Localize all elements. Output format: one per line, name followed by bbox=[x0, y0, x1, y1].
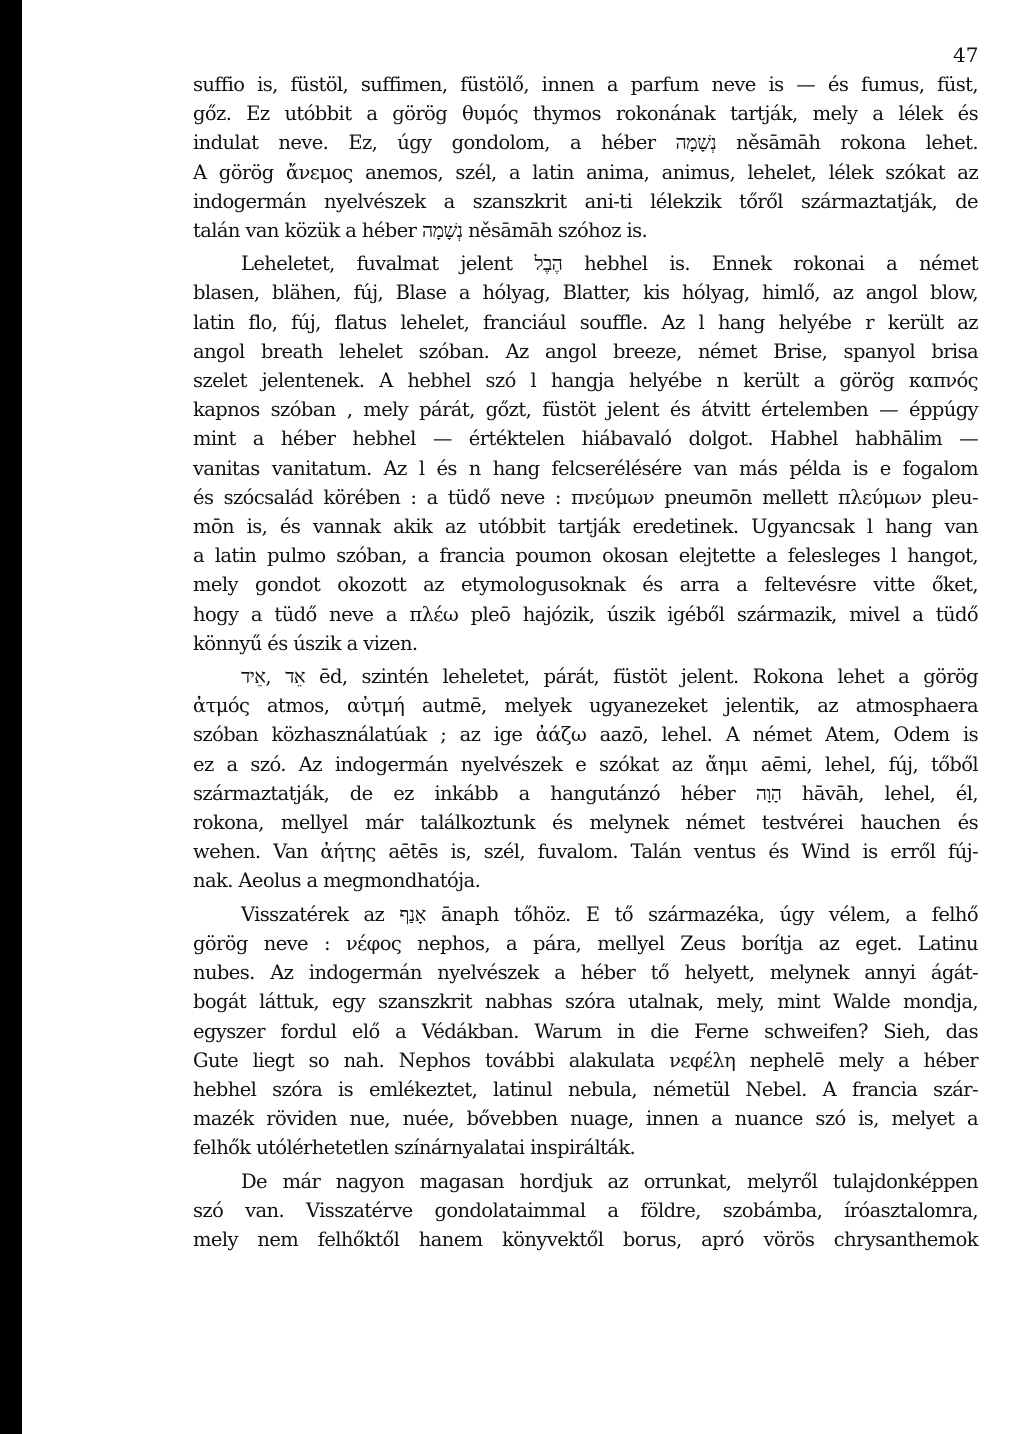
text-line: görög neve : νέφος nephos, a pára, mellyel Zeus borítja az eget. Latinu bbox=[193, 931, 978, 955]
text-line: szelet jelentenek. A hebhel szó l hangja helyébe n került a görög καπνός bbox=[193, 369, 978, 393]
text-line: talán van közük a héber נְשָׁמָה něsāmāh szóhoz is. bbox=[193, 219, 648, 243]
book-spine-shadow bbox=[0, 0, 22, 1434]
text-line: származtatják, de ez inkább a hangutánzó héber הָוָה hāvāh, lehel, él, bbox=[193, 781, 978, 805]
text-line: wehen. Van ἀήτης aētēs is, szél, fuvalom. Talán ventus és Wind is erről fúj- bbox=[193, 840, 978, 864]
text-line: bogát láttuk, egy szanszkrit nabhas szóra utalnak, mely, mint Walde mondja, bbox=[193, 990, 978, 1014]
text-line: felhők utólérhetetlen színárnyalatai inspirálták. bbox=[193, 1136, 636, 1160]
text-line: blasen, blähen, fúj, Blase a hólyag, Blatter, kis hólyag, himlő, az angol blow, bbox=[193, 281, 978, 305]
text-line: mely nem felhőktől hanem könyvektől borus, apró vörös chrysanthemok bbox=[193, 1227, 978, 1251]
text-line: és szócsalád körében : a tüdő neve : πνεύμων pneumōn mellett πλεύμων pleu- bbox=[193, 485, 978, 509]
paragraph bbox=[193, 70, 978, 245]
text-line: nak. Aeolus a megmondhatója. bbox=[193, 869, 481, 893]
text-line: hebhel szóra is emlékeztet, latinul nebula, németül Nebel. A francia szár- bbox=[193, 1077, 978, 1101]
page-number: 47 bbox=[953, 43, 979, 67]
text-line: vanitas vanitatum. Az l és n hang felcserélésére van más példa is e fogalom bbox=[193, 456, 978, 480]
text-line: rokona, mellyel már találkoztunk és melynek német testvérei hauchen és bbox=[193, 811, 978, 835]
text-line: ἀτμός atmos, αὐτμή autmē, melyek ugyanezeket jelentik, az atmosphaera bbox=[193, 694, 978, 718]
text-line: egyszer fordul elő a Védákban. Warum in die Ferne schweifen? Sieh, das bbox=[193, 1019, 978, 1043]
text-line: mint a héber hebhel — értéktelen hiábavaló dolgot. Habhel habhālim — bbox=[193, 427, 978, 451]
text-line: mōn is, és vannak akik az utóbbit tartják eredetinek. Ugyancsak l hang van bbox=[193, 515, 978, 539]
text-line: אֵד ,אֵיד ēd, szintén leheletet, párát, füstöt jelent. Rokona lehet a görög bbox=[241, 665, 978, 689]
text-line: latin flo, fúj, flatus lehelet, franciául souffle. Az l hang helyébe r került az bbox=[193, 310, 978, 334]
paragraph bbox=[193, 1167, 978, 1255]
text-line: indulat neve. Ez, úgy gondolom, a héber נְשָׁמָה něsāmāh rokona lehet. bbox=[193, 131, 978, 155]
text-line: A görög ἄνεμος anemos, szél, a latin anima, animus, lehelet, lélek szókat az bbox=[193, 160, 978, 184]
text-line: indogermán nyelvészek a szanszkrit ani-ti lélekzik tőről származtatják, de bbox=[193, 189, 978, 213]
text-line: ez a szó. Az indogermán nyelvészek e szókat az ἄημι aēmi, lehel, fúj, tőből bbox=[193, 752, 978, 776]
text-line: Leheletet, fuvalmat jelent הֶבֶל hebhel is. Ennek rokonai a német bbox=[241, 252, 979, 276]
text-line: suffio is, füstöl, suffimen, füstölő, innen a parfum neve is — és fumus, füst, bbox=[193, 73, 978, 96]
text-line: gőz. Ez utóbbit a görög θυμός thymos rokonának tartják, mely a lélek és bbox=[193, 102, 978, 126]
text-line: nubes. Az indogermán nyelvészek a héber tő helyett, melynek annyi ágát- bbox=[193, 961, 978, 985]
text-line: könnyű és úszik a vizen. bbox=[193, 631, 418, 655]
text-line: kapnos szóban , mely párát, gőzt, füstöt jelent és átvitt értelemben — éppúgy bbox=[193, 398, 978, 422]
text-line: mely gondot okozott az etymologusoknak és arra a feltevésre vitte őket, bbox=[193, 573, 978, 597]
text-line: mazék röviden nue, nuée, bővebben nuage, innen a nuance szó is, melyet a bbox=[193, 1107, 978, 1131]
paragraph bbox=[193, 662, 978, 896]
text-line: hogy a tüdő neve a πλέω pleō hajózik, úszik igéből származik, mivel a tüdő bbox=[193, 602, 978, 626]
text-line: Gute liegt so nah. Nephos további alakulata νεφέλη nephelē mely a héber bbox=[193, 1048, 978, 1072]
text-line: szó van. Visszatérve gondolataimmal a földre, szobámba, íróasztalomra, bbox=[193, 1198, 978, 1222]
text-line: De már nagyon magasan hordjuk az orrunkat, melyről tulajdonképpen bbox=[241, 1169, 978, 1193]
text-line: szóban közhasználatúak ; az ige ἀάζω aazō, lehel. A német Atem, Odem is bbox=[193, 723, 978, 747]
text-line: a latin pulmo szóban, a francia poumon okosan elejtette a felesleges l hangot, bbox=[193, 544, 978, 568]
text-line: angol breath lehelet szóban. Az angol breeze, német Brise, spanyol brisa bbox=[193, 339, 978, 363]
paragraph bbox=[193, 900, 978, 1163]
text-line: Visszatérek az אָנַף ānaph tőhöz. E tő származéka, úgy vélem, a felhő bbox=[241, 902, 978, 926]
paragraph bbox=[193, 249, 978, 658]
body-text bbox=[193, 70, 978, 1254]
